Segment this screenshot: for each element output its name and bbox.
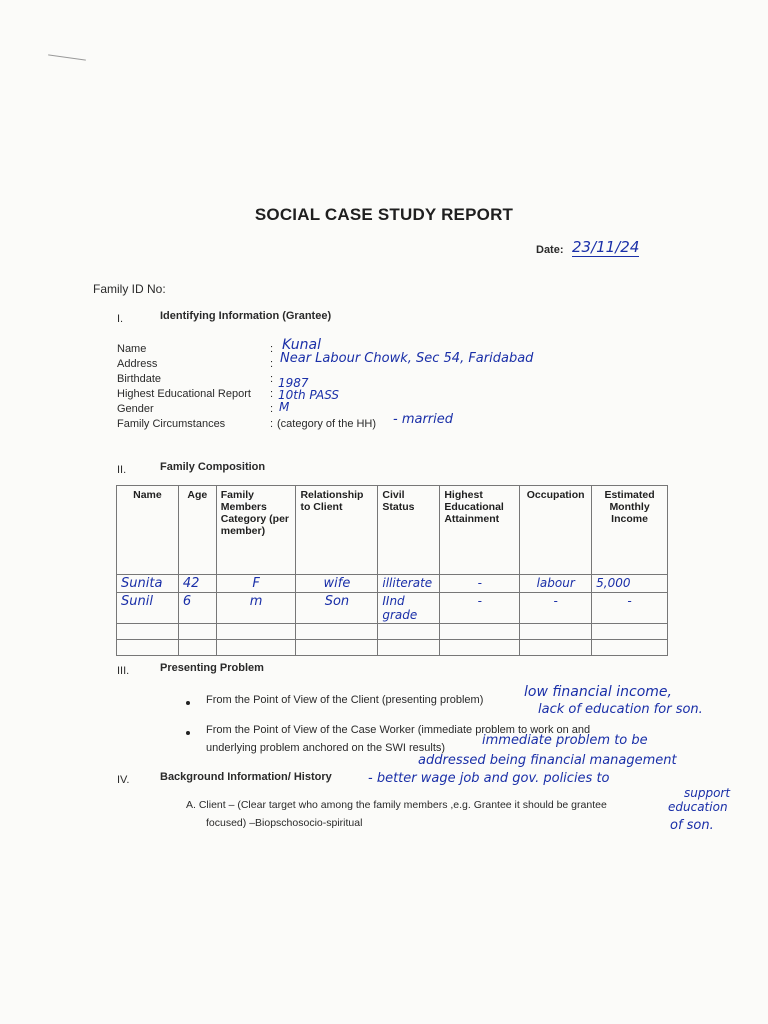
section4-number: IV. — [117, 774, 130, 786]
field-colon: : — [270, 418, 274, 430]
table-header-row — [117, 486, 668, 575]
cell-occupation: - — [520, 593, 592, 624]
caseworker-view-handwritten-1: immediate problem to be — [482, 733, 648, 748]
page-title: SOCIAL CASE STUDY REPORT — [254, 205, 514, 224]
field-colon: : — [270, 358, 274, 370]
empty-cell — [178, 640, 216, 656]
column-header: Civil Status — [378, 486, 440, 575]
field-value-education: 10th PASS — [278, 388, 340, 402]
cell-relationship: wife — [296, 575, 378, 593]
empty-cell — [520, 624, 592, 640]
field-label-education: Highest Educational Report — [117, 388, 251, 400]
caseworker-view-handwritten-2: addressed being financial management — [418, 753, 677, 768]
section2-number: II. — [117, 464, 127, 476]
caseworker-view-text-1: From the Point of View of the Case Worker (immediate problem to work on and — [206, 724, 591, 736]
column-header: Name — [117, 486, 179, 575]
bullet-icon — [186, 731, 190, 735]
date-label: Date: — [536, 244, 564, 256]
client-view-text: From the Point of View of the Client (presenting problem) — [206, 694, 484, 706]
section3-heading: Presenting Problem — [160, 662, 264, 674]
field-colon: : — [270, 373, 274, 385]
column-header: Family Members Category (per member) — [216, 486, 296, 575]
empty-cell — [592, 640, 668, 656]
empty-cell — [378, 640, 440, 656]
cell-name: Sunil — [117, 593, 179, 624]
cell-age: 6 — [178, 593, 216, 624]
field-label-address: Address — [117, 358, 158, 370]
field-value-name: Kunal — [282, 337, 322, 353]
empty-cell — [178, 624, 216, 640]
section2-heading: Family Composition — [160, 461, 266, 473]
table-row — [117, 575, 668, 593]
cell-name: Sunita — [117, 575, 179, 593]
caseworker-view-handwritten-3: - better wage job and gov. policies to — [368, 771, 610, 786]
cell-relationship: Son — [296, 593, 378, 624]
field-label-gender: Gender — [117, 403, 154, 415]
caseworker-view-handwritten-5: education — [668, 800, 728, 814]
column-header: Occupation — [520, 486, 592, 575]
family-id-label: Family ID No: — [93, 282, 166, 296]
client-item-text-2: focused) –Biopschosocio-spiritual — [206, 817, 363, 829]
table-row — [117, 593, 668, 624]
section4-heading: Background Information/ History — [160, 771, 332, 783]
field-colon: : — [270, 388, 274, 400]
empty-cell — [440, 624, 520, 640]
field-colon: : — [270, 343, 274, 355]
cell-education: - — [440, 575, 520, 593]
empty-cell — [520, 640, 592, 656]
bullet-icon — [186, 701, 190, 705]
empty-cell — [296, 640, 378, 656]
empty-cell — [378, 624, 440, 640]
cell-category: m — [216, 593, 296, 624]
section1-number: I. — [117, 313, 124, 325]
client-item-text-1: A. Client – (Clear target who among the family members ,e.g. Grantee it should be grantee — [186, 799, 607, 811]
empty-cell — [117, 624, 179, 640]
field-printed-circumstances: (category of the HH) — [277, 418, 377, 430]
caseworker-view-handwritten-6: of son. — [670, 818, 714, 833]
field-label-circumstances: Family Circumstances — [117, 418, 226, 430]
cell-income: 5,000 — [592, 575, 668, 593]
field-value-address: Near Labour Chowk, Sec 54, Faridabad — [280, 351, 534, 366]
family-composition-table — [116, 485, 668, 656]
client-view-handwritten-1: low financial income, — [524, 684, 672, 700]
cell-civil-status: illiterate — [378, 575, 440, 593]
cell-education: - — [440, 593, 520, 624]
column-header: Relationship to Client — [296, 486, 378, 575]
section3-number: III. — [117, 665, 130, 677]
field-value-circumstances: - married — [393, 412, 454, 427]
empty-cell — [216, 624, 296, 640]
empty-cell — [592, 624, 668, 640]
date-value: 23/11/24 — [572, 238, 640, 256]
field-value-birthdate: 1987 — [278, 376, 309, 390]
empty-cell — [440, 640, 520, 656]
caseworker-view-handwritten-4: support — [684, 786, 731, 800]
column-header: Highest Educational Attainment — [440, 486, 520, 575]
field-value-gender: M — [279, 400, 290, 414]
cell-age: 42 — [178, 575, 216, 593]
cell-civil-status: IInd grade — [378, 593, 440, 624]
caseworker-view-text-2: underlying problem anchored on the SWI results) — [206, 742, 446, 754]
column-header: Estimated Monthly Income — [592, 486, 668, 575]
client-view-handwritten-2: lack of education for son. — [538, 702, 703, 717]
empty-cell — [117, 640, 179, 656]
column-header: Age — [178, 486, 216, 575]
empty-cell — [296, 624, 378, 640]
table-row — [117, 624, 668, 640]
field-colon: : — [270, 403, 274, 415]
empty-cell — [216, 640, 296, 656]
section1-heading: Identifying Information (Grantee) — [160, 310, 332, 322]
scan-mark — [48, 54, 86, 60]
field-label-name: Name — [117, 343, 147, 355]
cell-income: - — [592, 593, 668, 624]
field-label-birthdate: Birthdate — [117, 373, 162, 385]
cell-occupation: labour — [520, 575, 592, 593]
table-row — [117, 640, 668, 656]
cell-category: F — [216, 575, 296, 593]
